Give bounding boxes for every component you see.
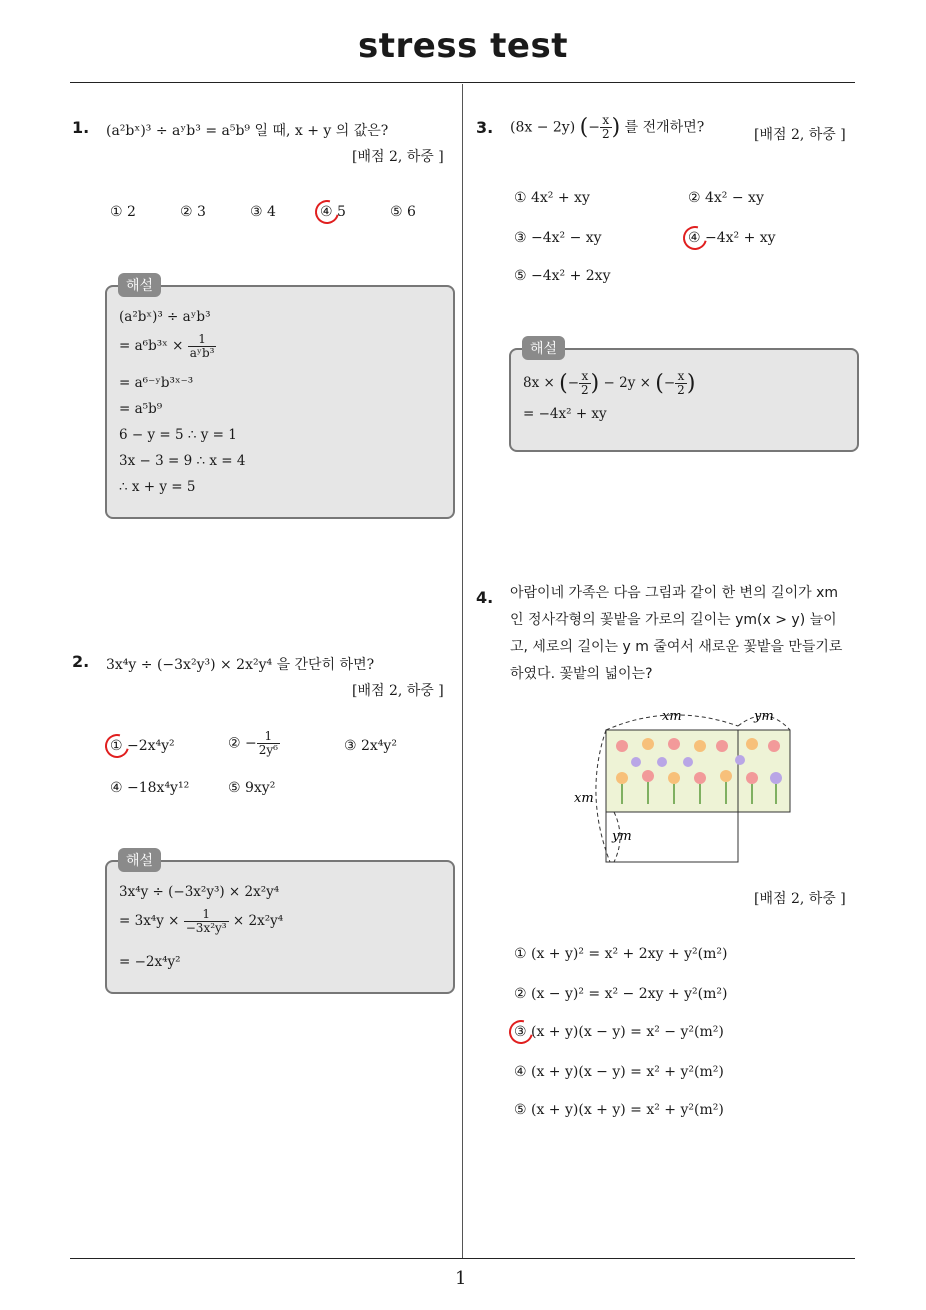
solution-text: = 3x⁴y × <box>119 913 184 929</box>
solution-box <box>509 348 859 452</box>
answer-mark <box>505 1016 538 1049</box>
paren-close: ) <box>611 115 621 140</box>
choice-4[interactable]: ④ −4x² + xy <box>688 230 776 246</box>
paren-open: ( <box>655 371 664 396</box>
answer-mark <box>311 196 344 229</box>
question-paragraph <box>510 580 860 688</box>
solution-text: × 2x²y⁴ <box>228 913 284 929</box>
choice-3[interactable]: ③ 2x⁴y² <box>344 738 397 754</box>
paren-close: ) <box>590 371 600 396</box>
header-rule <box>70 82 855 83</box>
choice-2[interactable]: ② 4x² − xy <box>688 190 764 206</box>
solution-line: = a⁵b⁹ <box>119 401 163 417</box>
choice-5[interactable]: ⑤ 6 <box>390 204 416 220</box>
question-text <box>510 114 704 141</box>
footer-rule <box>70 1258 855 1259</box>
choice-5[interactable]: ⑤ 9xy² <box>228 780 276 796</box>
page-number: 1 <box>455 1268 467 1289</box>
expr: (8x − 2y) <box>510 119 576 136</box>
choice-1[interactable]: ① 4x² + xy <box>514 190 590 206</box>
score-meta: [배점 2, 하중 ] <box>754 127 846 143</box>
choice-2[interactable] <box>228 730 280 757</box>
fraction <box>675 370 687 397</box>
solution-box <box>105 860 455 994</box>
fraction-numerator: x <box>675 370 687 384</box>
choice-3[interactable]: ③ (x + y)(x − y) = x² − y²(m²) <box>514 1024 724 1040</box>
paren-close: ) <box>686 371 696 396</box>
paragraph-line: 고, 세로의 길이는 y m 줄여서 새로운 꽃밭을 만들기로 <box>510 639 843 655</box>
solution-text: 8x × <box>523 375 560 391</box>
choice-1[interactable]: ① 2 <box>110 204 136 220</box>
choice-4[interactable]: ④ (x + y)(x − y) = x² + y²(m²) <box>514 1064 724 1080</box>
expr-suffix: 를 전개하면? <box>624 119 705 136</box>
solution-line: 6 − y = 5 ∴ y = 1 <box>119 427 237 443</box>
choice-3[interactable]: ③ 4 <box>250 204 276 220</box>
solution-tag: 해설 <box>118 848 161 872</box>
page-title: stress test <box>358 26 568 66</box>
fraction <box>184 908 229 935</box>
choice-text: ② − <box>228 735 257 752</box>
fraction-numerator: 1 <box>188 333 217 347</box>
question-number: 3. <box>476 118 494 137</box>
minus: − <box>588 119 600 136</box>
fraction <box>579 370 591 397</box>
column-divider <box>462 84 463 1258</box>
choice-4[interactable]: ④ −18x⁴y¹² <box>110 780 190 796</box>
question-number: 4. <box>476 588 494 607</box>
solution-line: = −4x² + xy <box>523 406 607 422</box>
choice-2[interactable]: ② 3 <box>180 204 206 220</box>
solution-line: = a⁶⁻ʸb³ˣ⁻³ <box>119 375 194 391</box>
solution-line <box>119 333 216 360</box>
choice-1[interactable]: ① −2x⁴y² <box>110 738 175 754</box>
fraction-denominator: 2 <box>677 383 685 397</box>
score-meta: [배점 2, 하중 ] <box>352 683 444 699</box>
label-left-x: xm <box>574 791 594 806</box>
fraction <box>188 333 217 360</box>
answer-mark <box>101 730 134 763</box>
answer-mark <box>679 222 712 255</box>
fraction <box>600 114 612 141</box>
solution-line: (a²bˣ)³ ÷ aʸb³ <box>119 309 211 325</box>
solution-line: ∴ x + y = 5 <box>119 479 196 495</box>
choice-2[interactable]: ② (x − y)² = x² − 2xy + y²(m²) <box>514 986 728 1002</box>
solution-tag: 해설 <box>118 273 161 297</box>
label-top-y: ym <box>754 709 774 724</box>
solution-line: 3x − 3 = 9 ∴ x = 4 <box>119 453 246 469</box>
choice-5[interactable]: ⑤ (x + y)(x + y) = x² + y²(m²) <box>514 1102 724 1118</box>
label-inner-y: ym <box>612 829 632 844</box>
question-number: 1. <box>72 118 90 137</box>
solution-line: = −2x⁴y² <box>119 954 181 970</box>
fraction-denominator: 2 <box>581 383 589 397</box>
question-text: (a²bˣ)³ ÷ aʸb³ = a⁵b⁹ 일 때, x + y 의 값은? <box>106 123 389 139</box>
paragraph-line: 인 정사각형의 꽃밭을 가로의 길이는 ym(x > y) 늘이 <box>510 612 837 628</box>
paren-open: ( <box>559 371 568 396</box>
choice-3[interactable]: ③ −4x² − xy <box>514 230 602 246</box>
question-text: 3x⁴y ÷ (−3x²y³) × 2x²y⁴ 을 간단히 하면? <box>106 657 375 673</box>
label-top-x: xm <box>662 709 682 724</box>
fraction-numerator: 1 <box>257 730 280 744</box>
fraction <box>257 730 280 757</box>
fraction-numerator: x <box>579 370 591 384</box>
question-number: 2. <box>72 652 90 671</box>
paren-open: ( <box>579 115 589 140</box>
paragraph-line: 아람이네 가족은 다음 그림과 같이 한 변의 길이가 xm <box>510 585 839 601</box>
fraction-denominator: −3x²y³ <box>185 921 227 935</box>
solution-box <box>105 285 455 519</box>
solution-text: = a⁶b³ˣ × <box>119 338 188 354</box>
choice-5[interactable]: ⑤ −4x² + 2xy <box>514 268 611 284</box>
fraction-numerator: x <box>600 114 612 128</box>
flower-garden-figure <box>570 700 810 870</box>
score-meta: [배점 2, 하중 ] <box>352 149 444 165</box>
choice-1[interactable]: ① (x + y)² = x² + 2xy + y²(m²) <box>514 946 728 962</box>
fraction-denominator: 2y⁶ <box>258 743 278 757</box>
solution-line <box>119 908 283 935</box>
solution-text: − 2y × <box>599 375 656 391</box>
score-meta: [배점 2, 하중 ] <box>754 891 846 907</box>
solution-line: 8x × (− $\frac{x}{2}$ ) − 2y × (− $\frac{x}{2}$ ) <box>523 369 696 397</box>
solution-tag: 해설 <box>522 336 565 360</box>
paragraph-line: 하였다. 꽃밭의 넓이는? <box>510 666 653 682</box>
fraction-denominator: aʸb³ <box>189 346 215 360</box>
solution-line: 3x⁴y ÷ (−3x²y³) × 2x²y⁴ <box>119 884 280 900</box>
fraction-numerator: 1 <box>184 908 229 922</box>
fraction-denominator: 2 <box>601 127 610 141</box>
choice-4[interactable]: ④ 5 <box>320 204 346 220</box>
